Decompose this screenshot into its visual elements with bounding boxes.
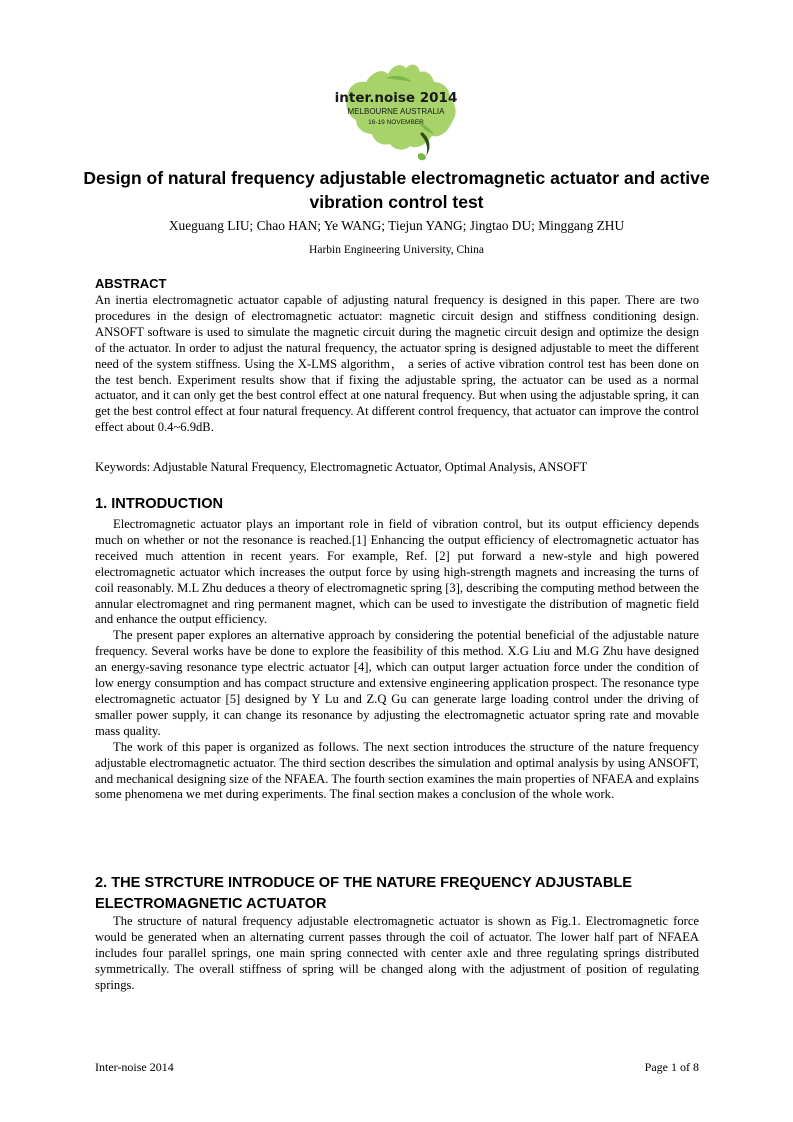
paper-authors: Xueguang LIU; Chao HAN; Ye WANG; Tiejun YANG; Jingtao DU; Minggang ZHU [168, 218, 625, 233]
conference-logo [326, 58, 466, 164]
footer-conference: Inter-noise 2014 [95, 1060, 174, 1074]
paper-affiliation: Harbin Engineering University, China [309, 244, 484, 256]
tasmania-icon [418, 153, 426, 160]
paragraph: The structure of natural frequency adjustable electromagnetic actuator is shown as Fig.1. Electromagnetic force would be generated when an alternating current passes through the coil of actuator. The lower half part of NFAEA includes four parallel springs, one main spring connected with center axle and three regulating springs distributed symmetrically. The overall stiffness of spring will be changed along with the adjustment of position of regulating springs. [95, 914, 699, 992]
section-2-heading: 2. THE STRCTURE INTRODUCE OF THE NATURE FREQUENCY ADJUSTABLE ELECTROMAGNETIC ACTUATOR [95, 875, 633, 912]
logo-location: MELBOURNE AUSTRALIA [347, 107, 445, 116]
logo-name: inter.noise 2014 [334, 90, 458, 106]
section-1-body [95, 517, 699, 803]
abstract-heading: ABSTRACT [95, 276, 167, 291]
section-1-heading: 1. INTRODUCTION [95, 496, 224, 512]
paper-title: Design of natural frequency adjustable electromagnetic actuator and active vibration control test [83, 168, 710, 212]
footer-page-number: Page 1 of 8 [644, 1060, 699, 1074]
paragraph: Electromagnetic actuator plays an important role in field of vibration control, but its output efficiency depends much on whether or not the resonance is reached.[1] Enhancing the output efficiency of electromagnetic actuator has received much attention in recent years. For example, Ref. [2] put forward a new-style and high powered electromagnetic actuator which increases the output force by using high-strength magnets and increasing the turns of coil reasonably. M.L Zhu deduces a theory of electromagnetic spring [3], describing the computing method between the annular electromagnet and ring permanent magnet, which can be used to investigate the distribution of magnetic field and enhance the output efficiency. [95, 517, 699, 627]
paragraph: The present paper explores an alternative approach by considering the potential beneficial of the adjustable nature frequency. Several works have be done to explore the feasibility of this method. X.G Liu and M.G Zhu have designed an energy-saving resonance type electric actuator [4], which can output larger actuation force under the condition of low energy consumption and has compact structure and extensive engineering application prospect. The resonance type electromagnetic actuator [5] designed by Y Lu and Z.Q Gu can generate large loading control under the driving of smaller power supply, it can change its resonance by adjusting the electromagnetic actuator spring rate and movable mass quality. [95, 628, 699, 738]
logo-dates: 16-19 NOVEMBER [368, 119, 424, 126]
paragraph: The work of this paper is organized as follows. The next section introduces the structure of the nature frequency adjustable electromagnetic actuator. The third section describes the simulation and optimal analysis by using ANSOFT, and mechanical designing size of the NFAEA. The fourth section examines the main properties of NFAEA and explains some phenomena we met during experiments. The final section makes a conclusion of the whole work. [95, 739, 699, 802]
abstract-text: An inertia electromagnetic actuator capable of adjusting natural frequency is designed in this paper. There are two procedures in the design of electromagnetic actuator: magnetic circuit design and stiffness conditioning design. ANSOFT software is used to simulate the magnetic circuit during the magnetic circuit design and optimize the design of the actuator. In order to adjust the natural frequency, the actuator spring is designed adjustable to meet the different need of the system stiffness. Using the X-LMS algorithm， a series of active vibration control test has been done on the test bench. Experiment results show that if fixing the adjustable spring, the actuator can be used as a normal actuator, and it can only get the best control effect at one natural frequency. But when using the adjustable spring, it can get the best control effect at four natural frequency. At different control frequency, that actuator can improve the control effect about 0.4~6.9dB. [95, 293, 699, 435]
section-2-body [95, 914, 699, 994]
keywords: Keywords: Adjustable Natural Frequency, Electromagnetic Actuator, Optimal Analysis, ANSOFT [95, 460, 588, 474]
